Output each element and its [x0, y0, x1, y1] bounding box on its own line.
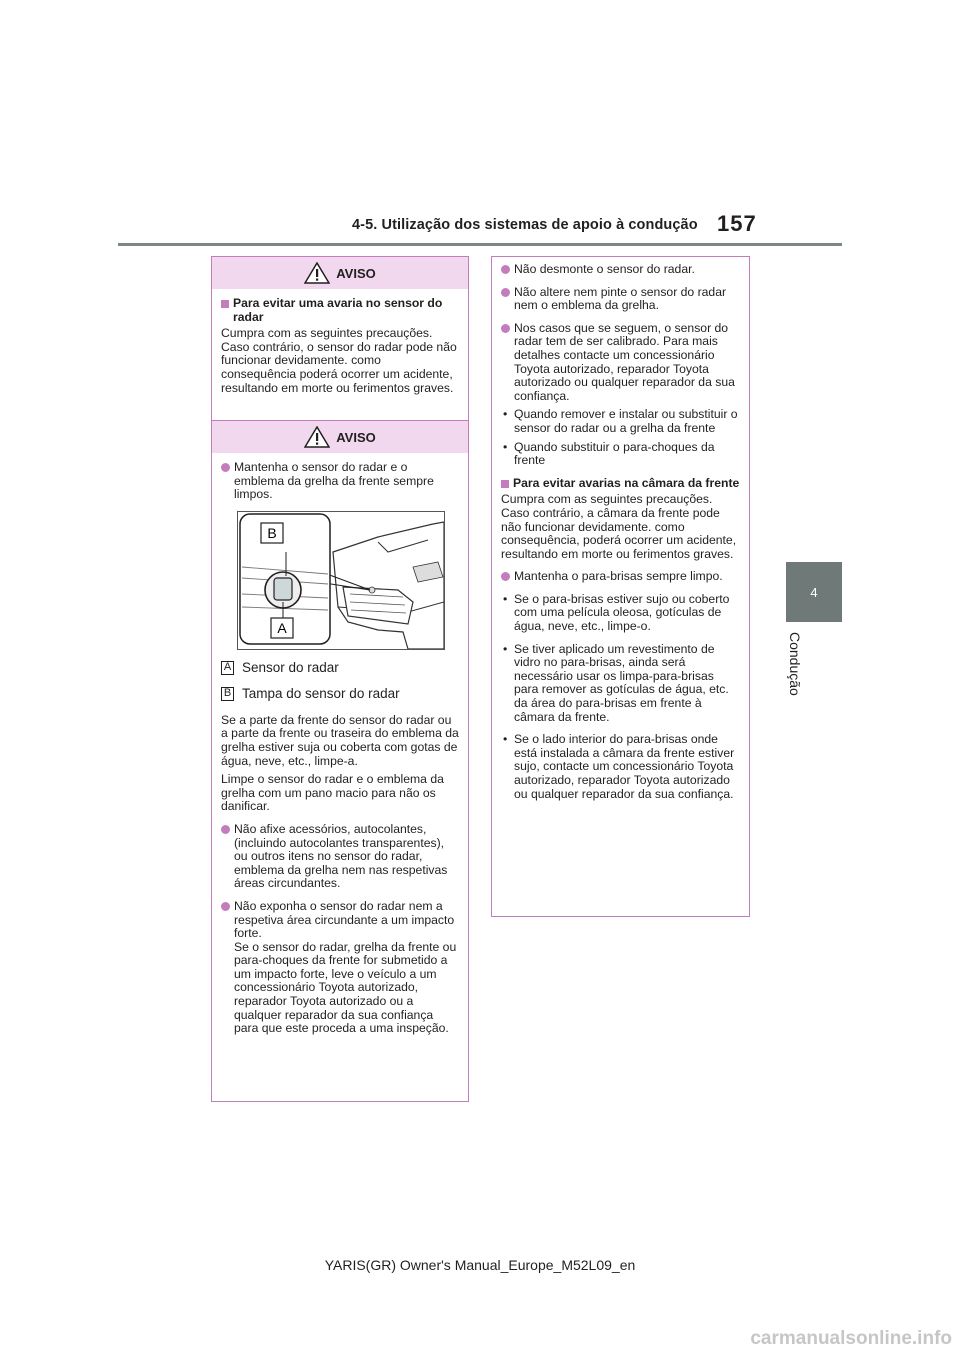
sub-list-item: • Quando remover e instalar ou substituir o sensor do radar ou a grelha da frente — [503, 407, 738, 435]
warning-header — [212, 257, 468, 289]
warning-triangle-icon — [304, 262, 330, 284]
paragraph: Se a parte da frente do sensor do radar ou a parte da frente ou traseira do emblema da grelha estiver suja ou coberta com gotas de água, neve, etc., limpe-a. — [221, 712, 459, 768]
bullet-icon — [221, 902, 230, 911]
bullet-icon — [501, 288, 510, 297]
paragraph: Cumpra com as seguintes precauções. Caso contrário, o sensor do radar pode não funcionar devidamente. como consequência poderá ocorrer um acidente, resultando em morte ou ferimentos graves. — [221, 326, 457, 395]
square-bullet-icon — [221, 300, 229, 308]
label-b: B — [267, 524, 277, 541]
sub-list-item: • Se o lado interior do para-brisas onde está instalada a câmara da frente estiver sujo, contacte um concessionário Toyota autorizado, reparador Toyota autorizado ou qualquer reparador da sua confiança. — [503, 732, 735, 801]
sub-list-item: • Se o para-brisas estiver sujo ou coberto com uma película oleosa, gotículas de água, neve, etc., limpe-o. — [503, 591, 730, 634]
bullet-icon — [221, 825, 230, 834]
chapter-label: Condução — [787, 632, 803, 696]
bullet-icon — [221, 463, 230, 472]
warning-box-3 — [491, 256, 750, 917]
section-title: 4-5. Utilização dos sistemas de apoio à condução — [352, 217, 698, 233]
chapter-number: 4 — [810, 584, 818, 600]
footer-manual-name: YARIS(GR) Owner's Manual_Europe_M52L09_en — [324, 1257, 636, 1273]
label-a: A — [277, 619, 287, 636]
square-bullet-icon — [501, 480, 509, 488]
bullet-icon — [501, 324, 510, 333]
watermark: carmanualsonline.info — [750, 1328, 952, 1349]
label-b-box: B — [221, 687, 234, 701]
list-item: Não afixe acessórios, autocolantes, (incluindo autocolantes transparentes), ou outros itens no sensor do radar, emblema da grelha nem nas respetivas áreas circundantes. — [221, 823, 459, 891]
page-number: 157 — [717, 211, 757, 236]
warning-box-1 — [211, 256, 469, 421]
chapter-tab — [786, 562, 842, 622]
legend-item-b: B Tampa do sensor do radar — [221, 687, 459, 701]
warning-triangle-icon — [304, 426, 330, 448]
list-item: Não desmonte o sensor do radar. — [501, 263, 740, 277]
section-heading: Para evitar avarias na câmara da frente — [501, 477, 740, 491]
list-item: Mantenha o sensor do radar e o emblema da grelha da frente sempre limpos. — [221, 461, 459, 502]
section-heading: Para evitar uma avaria no sensor do radar — [221, 297, 459, 324]
paragraph: Cumpra com as seguintes precauções. Caso contrário, a câmara da frente pode não funcionar devidamente. como consequência, poderá ocorrer um acidente, resultando em morte ou ferimentos graves. — [501, 492, 737, 561]
sub-list-item: • Quando substituir o para-choques da frente — [503, 439, 715, 468]
legend-item-a: A Sensor do radar — [221, 661, 459, 675]
header-rule — [118, 243, 842, 246]
list-item: Nos casos que se seguem, o sensor do radar tem de ser calibrado. Para mais detalhes contacte um concessionário Toyota autorizado, reparador Toyota autorizado ou qualquer reparador da sua confiança. — [501, 322, 740, 404]
radar-sensor-figure — [237, 511, 445, 650]
warning-header — [212, 421, 468, 453]
car-front-illustration — [238, 512, 444, 649]
list-item: Mantenha o para-brisas sempre limpo. — [501, 570, 740, 584]
label-a-box: A — [221, 661, 234, 675]
bullet-icon — [501, 265, 510, 274]
warning-heading: AVISO — [336, 265, 376, 281]
sub-list-item: • Se tiver aplicado um revestimento de vidro no para-brisas, ainda será necessário usar os limpa-para-brisas para remover as gotículas de água, etc. da área do para-brisas em frente à câmara da frente. — [503, 641, 729, 724]
bullet-icon — [501, 572, 510, 581]
list-item: Não altere nem pinte o sensor do radar nem o emblema da grelha. — [501, 286, 740, 313]
warning-heading: AVISO — [336, 429, 376, 445]
warning-box-2 — [211, 421, 469, 1102]
list-item: Não exponha o sensor do radar nem a respetiva área circundante a um impacto forte. Se o sensor do radar, grelha da frente ou para-choques da frente for submetido a um impacto forte, leve o veículo a um concessionário Toyota autorizado, reparador Toyota autorizado ou a qualquer reparador da sua confiança para que este proceda a uma inspeção. — [221, 900, 459, 1036]
paragraph: Limpe o sensor do radar e o emblema da grelha com um pano macio para não os danificar. — [221, 772, 444, 814]
